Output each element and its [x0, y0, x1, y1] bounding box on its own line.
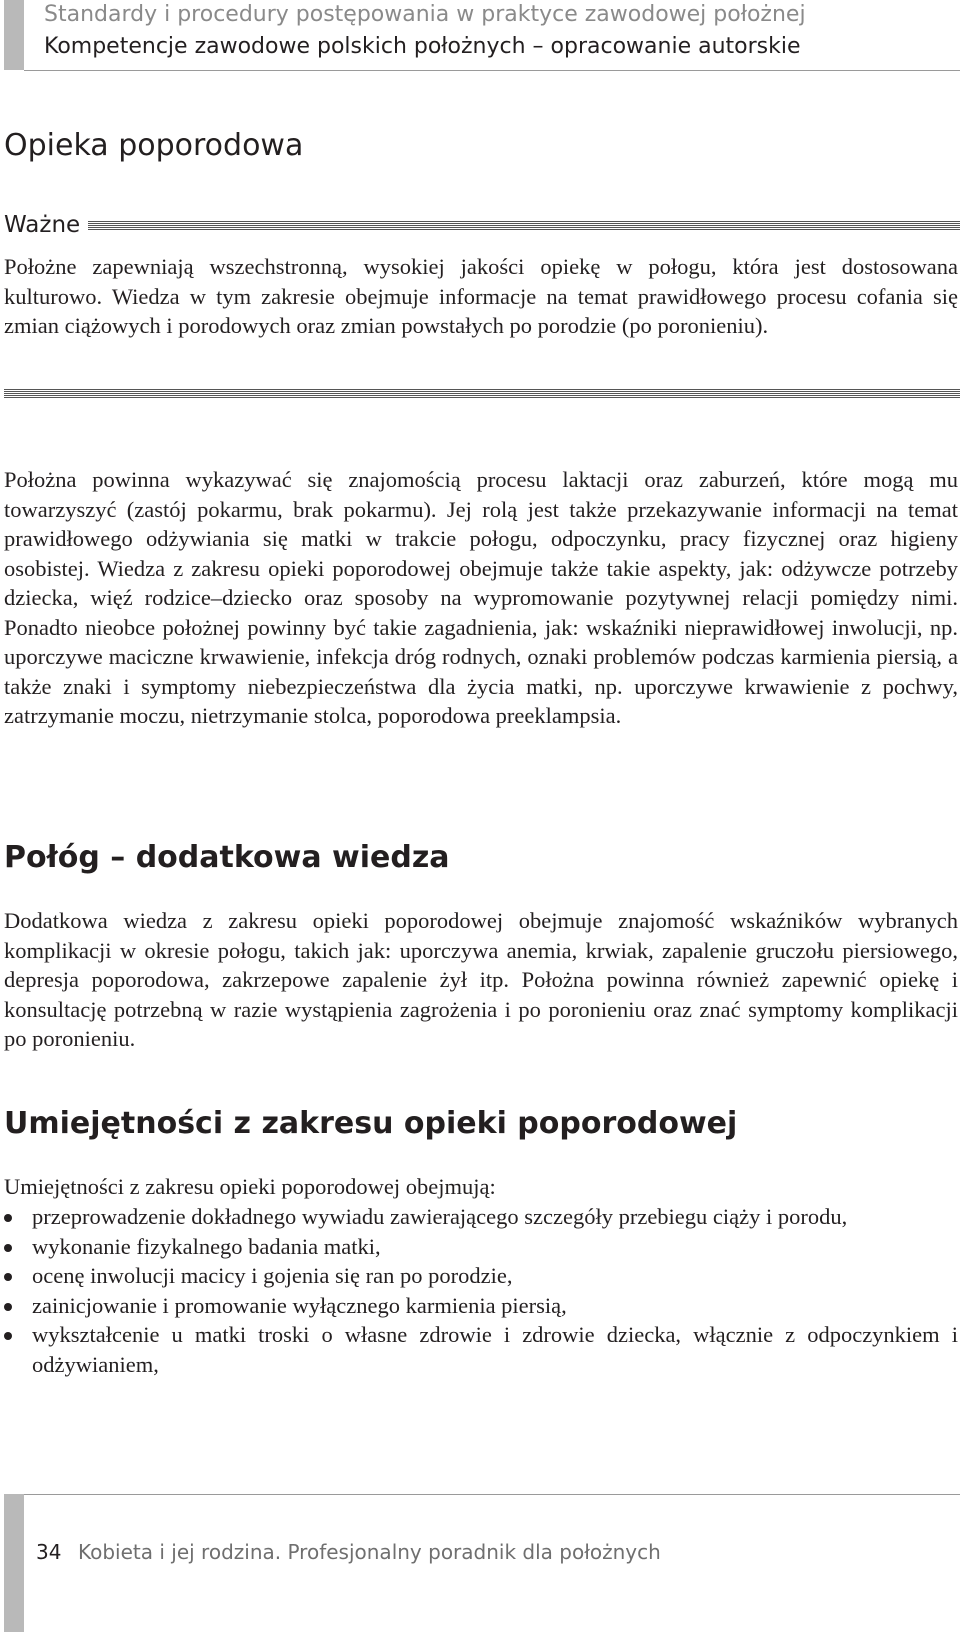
header-rule	[24, 70, 960, 71]
list-item: zainicjowanie i promowanie wyłącznego karmienia piersią,	[4, 1291, 958, 1321]
skills-intro: Umiejętności z zakresu opieki poporodowej obejmują:	[4, 1174, 496, 1199]
paragraph-additional-knowledge: Dodatkowa wiedza z zakresu opieki poporodowej obejmuje znajomość wskaźników wybranych komplikacji w okresie połogu, takich jak: uporczywa anemia, krwiak, zapalenie gruczołu piersiowego, depresja poporodowa, zakrzepowe zapalenie żył itp. Położna powinna również zapewnić opiekę i konsultację potrzebną w razie wystąpienia zagrożenia i po poronieniu oraz znać symptomy komplikacji po poronieniu.	[4, 908, 958, 1051]
bullet-icon	[4, 1244, 12, 1252]
section-title-opieka-poporodowa: Opieka poporodowa	[4, 128, 304, 163]
list-item: przeprowadzenie dokładnego wywiadu zawierającego szczegóły przebiegu ciąży i porodu,	[4, 1202, 958, 1232]
paragraph-lactation: Położna powinna wykazywać się znajomością procesu laktacji oraz zaburzeń, które mogą mu towarzyszyć (zastój pokarmu, brak pokarmu). Jej rolą jest także przekazywanie informacji na temat prawidłowego odżywiania się matki w trakcie połogu, odpoczynku, pracy fizycznej oraz higieny osobistej. Wiedza z zakresu opieki poporodowej obejmuje także takie aspekty, jak: odżywcze potrzeby dziecka, więź rodzice–dziecko oraz sposoby na wypromowanie pozytywnej relacji pomiędzy nimi. Ponadto nieobce położnej powinny być takie zagadnienia, jak: wskaźniki nieprawidłowej inwolucji, np. uporczywe maciczne krwawienie, infekcja dróg rodnych, oznaki problemów podczas karmienia piersią, a także znaki i symptomy niebezpieczeństwa dla życia matki, np. uporczywe krwawienie z pochwy, zatrzymanie moczu, nietrzymanie stolca, poporodowa preeklampsia.	[4, 467, 958, 728]
skills-list	[4, 1202, 958, 1379]
important-box-top-rule	[88, 221, 960, 230]
page-number: 34	[36, 1540, 62, 1564]
bullet-icon	[4, 1332, 12, 1340]
important-box-bottom-rule	[4, 389, 960, 398]
footer-sidebar-bar	[4, 1494, 24, 1632]
bullet-icon	[4, 1214, 12, 1222]
running-header-chapter: Kompetencje zawodowe polskich położnych – opracowanie autorskie	[44, 34, 801, 59]
running-header-series: Standardy i procedury postępowania w praktyce zawodowej położnej	[44, 2, 806, 27]
list-item: wykonanie fizykalnego badania matki,	[4, 1232, 958, 1262]
section-title-polog-dodatkowa-wiedza: Połóg – dodatkowa wiedza	[4, 840, 450, 875]
section-title-umiejetnosci: Umiejętności z zakresu opieki poporodowej	[4, 1106, 738, 1141]
important-box-title: Ważne	[4, 212, 81, 238]
header-sidebar-bar	[4, 0, 24, 70]
book-title: Kobieta i jej rodzina. Profesjonalny poradnik dla położnych	[78, 1540, 661, 1564]
list-item: ocenę inwolucji macicy i gojenia się ran po porodzie,	[4, 1261, 958, 1291]
footer-rule	[24, 1494, 960, 1495]
list-item: wykształcenie u matki troski o własne zdrowie i zdrowie dziecka, włącznie z odpoczynkiem i odżywianiem,	[4, 1320, 958, 1379]
bullet-icon	[4, 1303, 12, 1311]
bullet-icon	[4, 1273, 12, 1281]
important-box-text: Położne zapewniają wszechstronną, wysokiej jakości opiekę w połogu, która jest dostosowana kulturowo. Wiedza w tym zakresie obejmuje informacje na temat prawidłowego procesu cofania się zmian ciążowych i porodowych oraz zmian powstałych po porodzie (po poronieniu).	[4, 254, 958, 338]
